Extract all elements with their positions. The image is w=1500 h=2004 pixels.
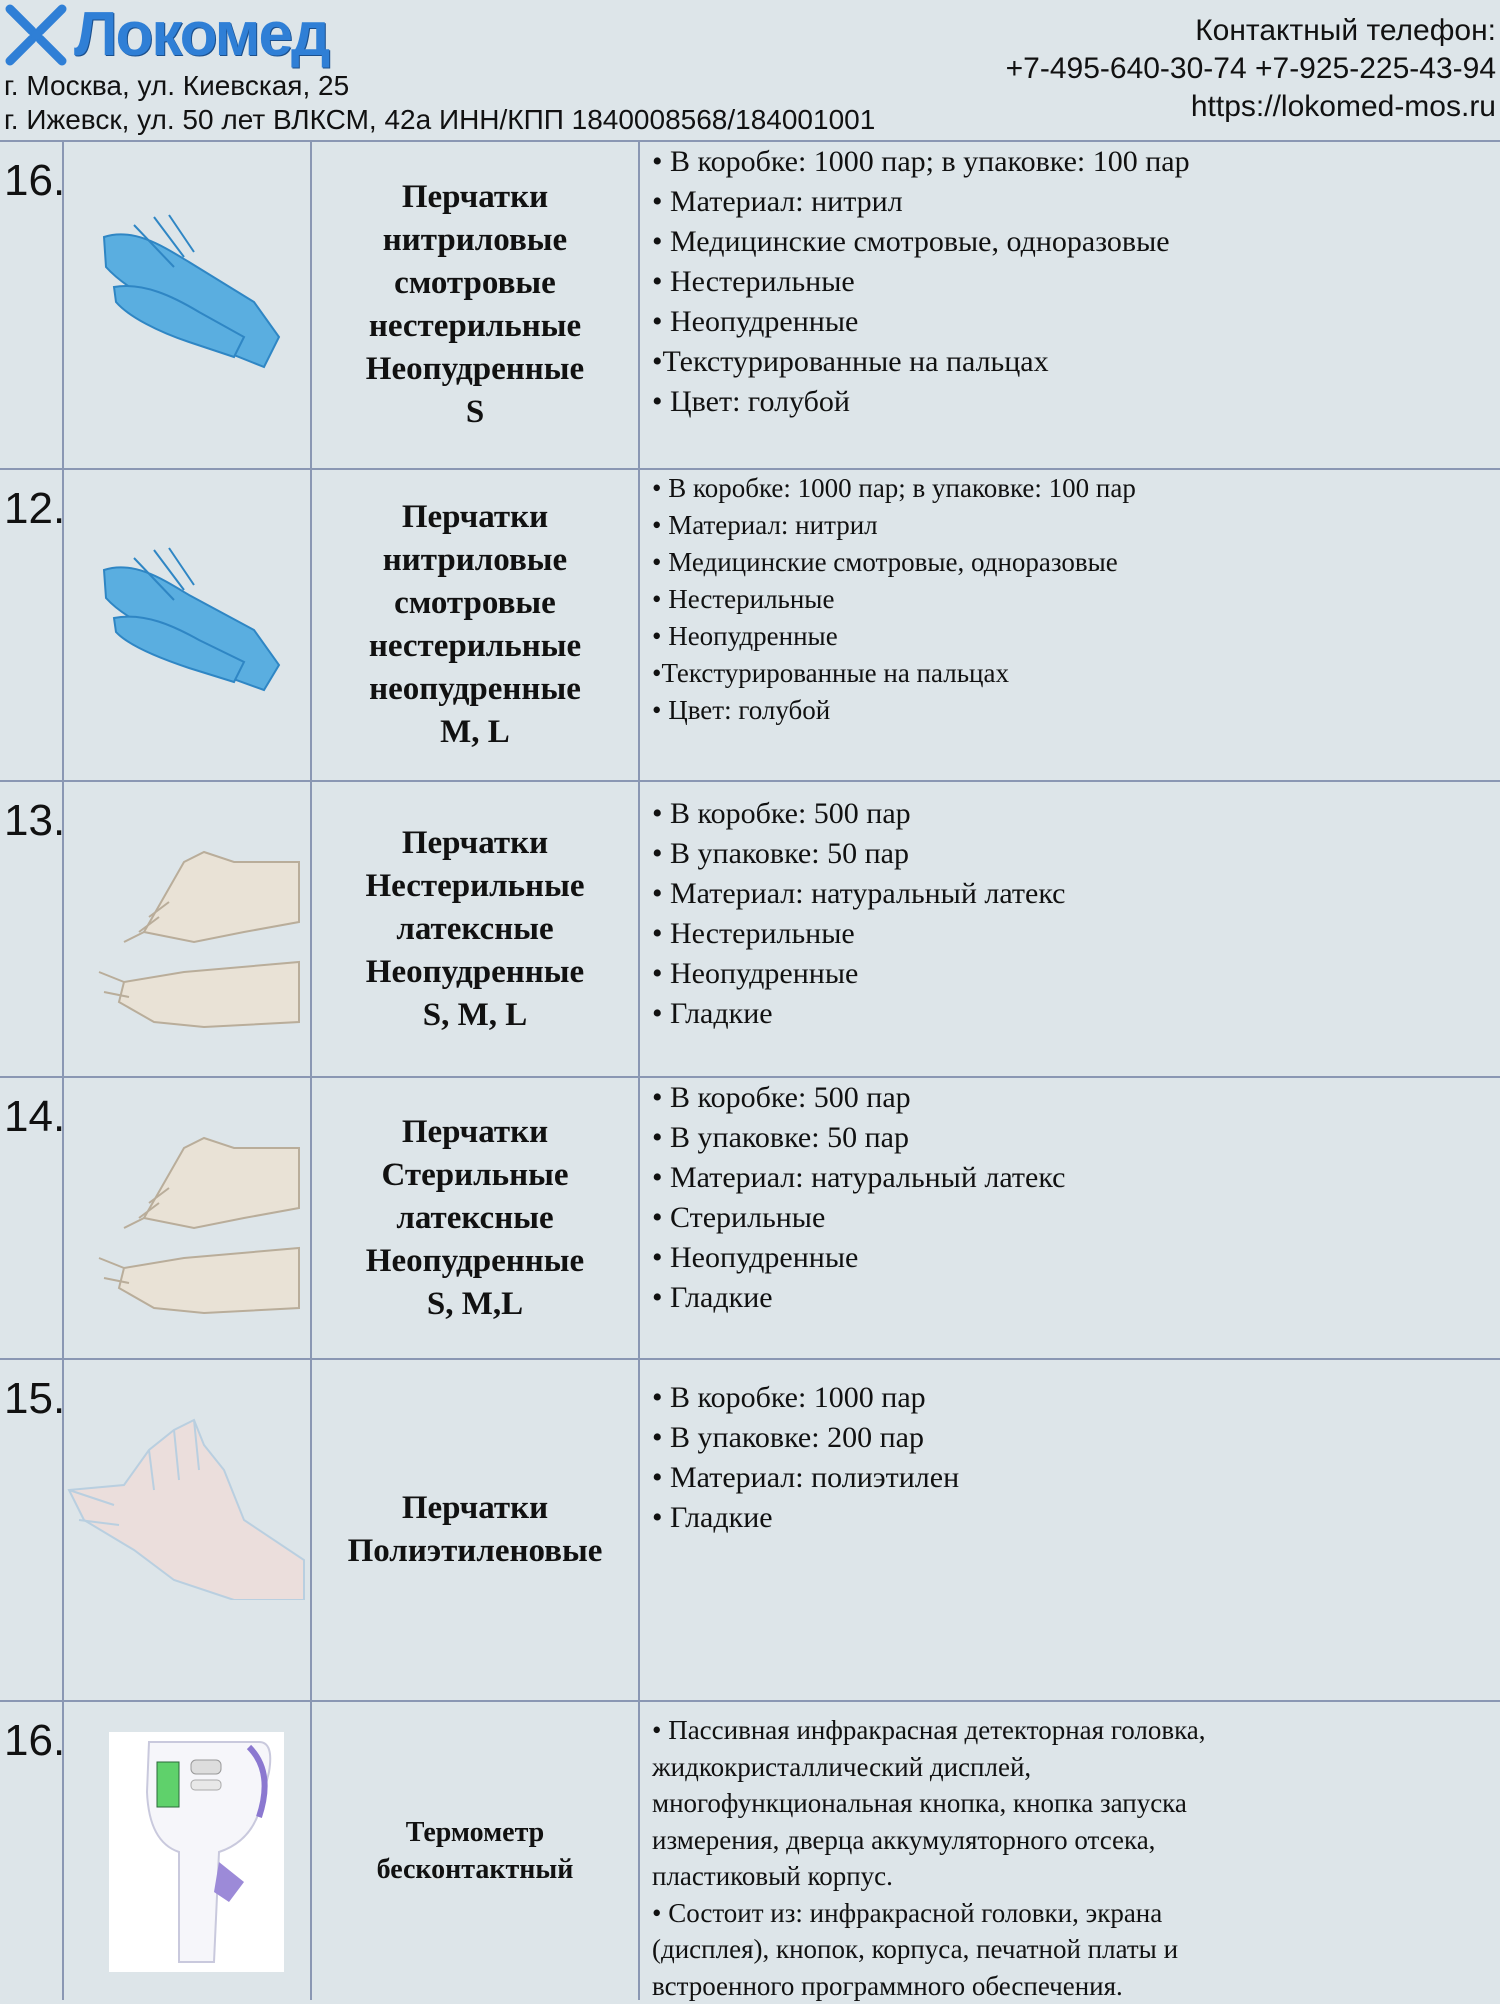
table-row xyxy=(0,468,1500,780)
company-logo xyxy=(4,0,328,70)
row-number: 16. xyxy=(4,1716,66,1765)
spec-item: • В коробке: 1000 пар; в упаковке: 100 пар xyxy=(652,473,1136,503)
spec-item: • В коробке: 500 пар xyxy=(652,1081,911,1114)
lokomed-logo-icon xyxy=(4,3,68,67)
product-name-cell xyxy=(312,782,640,1076)
spec-item: • В коробке: 1000 пар; в упаковке: 100 пар xyxy=(652,145,1190,178)
table-row xyxy=(0,1358,1500,1700)
spec-item: • В коробке: 1000 пар xyxy=(652,1381,926,1414)
spec-item: • Стерильные xyxy=(652,1201,826,1234)
spec-item: • Гладкие xyxy=(652,1281,773,1314)
latex-gloves-icon xyxy=(84,822,304,1042)
product-name: Перчатки Стерильные латексные Неопудренные S, M,L xyxy=(365,1113,585,1322)
product-image-cell xyxy=(62,470,312,780)
product-name: Перчатки Нестерильные латексные Неопудренные S, M, L xyxy=(365,824,585,1033)
page-header xyxy=(0,0,1500,140)
address-izhevsk: г. Ижевск, ул. 50 лет ВЛКСМ, 42а ИНН/КПП 1840008568/184001001 xyxy=(4,104,876,135)
product-name: Перчатки нитриловые смотровые нестерильные неопудренные M, L xyxy=(368,499,582,750)
contact-phones[interactable]: +7-495-640-30-74 +7-925-225-43-94 xyxy=(1005,52,1496,85)
product-specs xyxy=(652,1712,1500,2004)
polyethylene-glove-icon xyxy=(64,1410,309,1600)
table-row xyxy=(0,1700,1500,2000)
product-name: Перчатки Полиэтиленовые xyxy=(347,1490,603,1569)
spec-item: • Материал: полиэтилен xyxy=(652,1461,960,1494)
company-name: Локомед xyxy=(74,0,329,69)
product-name: Перчатки нитриловые смотровые нестерильные Неопудренные S xyxy=(365,179,585,430)
address-moscow: г. Москва, ул. Киевская, 25 xyxy=(4,70,350,101)
table-row xyxy=(0,780,1500,1076)
spec-item: • В упаковке: 50 пар xyxy=(652,1121,909,1154)
row-number: 13. xyxy=(4,796,66,845)
product-specs xyxy=(652,1078,1500,1318)
spec-item: • Материал: нитрил xyxy=(652,185,903,218)
spec-item: • Материал: натуральный латекс xyxy=(652,877,1066,910)
row-number: 16. xyxy=(4,156,66,205)
product-image-cell xyxy=(62,1702,312,2000)
spec-item: • Гладкие xyxy=(652,997,773,1030)
product-image-cell xyxy=(62,782,312,1076)
table-row xyxy=(0,140,1500,468)
spec-item: • Материал: натуральный латекс xyxy=(652,1161,1066,1194)
row-number: 15. xyxy=(4,1374,66,1423)
product-specs xyxy=(652,142,1500,422)
spec-item: •Текстурированные на пальцах xyxy=(652,658,1009,688)
product-image-cell xyxy=(62,1360,312,1700)
spec-item: • Неопудренные xyxy=(652,1241,859,1274)
table-row xyxy=(0,1076,1500,1358)
product-image-cell xyxy=(62,1078,312,1358)
spec-item: •Текстурированные на пальцах xyxy=(652,345,1049,378)
spec-item: • В упаковке: 50 пар xyxy=(652,837,909,870)
spec-item: • Неопудренные xyxy=(652,305,859,338)
row-number: 12. xyxy=(4,484,66,533)
blue-nitrile-gloves-icon xyxy=(94,540,294,700)
spec-item: • Нестерильные xyxy=(652,917,855,950)
spec-item: • Нестерильные xyxy=(652,584,835,614)
spec-item: • Цвет: голубой xyxy=(652,695,831,725)
product-specs xyxy=(652,470,1500,729)
thermometer-image xyxy=(109,1732,284,1972)
product-name-cell xyxy=(312,142,640,468)
website-link[interactable]: https://lokomed-mos.ru xyxy=(1190,90,1496,123)
product-name-cell xyxy=(312,1360,640,1700)
spec-item: • Неопудренные xyxy=(652,621,838,651)
spec-item: • Медицинские смотровые, одноразовые xyxy=(652,225,1170,258)
product-specs xyxy=(652,794,1500,1034)
row-number: 14. xyxy=(4,1092,66,1141)
infrared-thermometer-icon xyxy=(109,1732,284,1972)
product-name-cell xyxy=(312,1078,640,1358)
spec-item: • Гладкие xyxy=(652,1501,773,1534)
product-name-cell xyxy=(312,470,640,780)
contact-label: Контактный телефон: xyxy=(1195,14,1496,47)
spec-item: • Цвет: голубой xyxy=(652,385,850,418)
spec-item: • В упаковке: 200 пар xyxy=(652,1421,924,1454)
contact-block xyxy=(1006,12,1496,126)
spec-item: • Медицинские смотровые, одноразовые xyxy=(652,547,1118,577)
product-name: Термометр бесконтактный xyxy=(376,1817,574,1885)
product-description: • Пассивная инфракрасная детекторная головка, жидкокристаллический дисплей, многофункциональная кнопка, кнопка запуска измерения, дверца аккумуляторного отсека, пластиковый корпус. • Состоит из: инфракрасной головки, экрана (дисплея), кнопок, корпуса, печатной платы и встроенного программного обеспечения. xyxy=(652,1715,1206,2001)
spec-item: • В коробке: 500 пар xyxy=(652,797,911,830)
product-specs xyxy=(652,1378,1500,1538)
spec-item: • Материал: нитрил xyxy=(652,510,878,540)
product-image-cell xyxy=(62,142,312,468)
blue-nitrile-gloves-icon xyxy=(94,207,294,377)
spec-item: • Нестерильные xyxy=(652,265,855,298)
product-name-cell xyxy=(312,1702,640,2000)
spec-item: • Неопудренные xyxy=(652,957,859,990)
latex-gloves-icon xyxy=(84,1108,304,1328)
